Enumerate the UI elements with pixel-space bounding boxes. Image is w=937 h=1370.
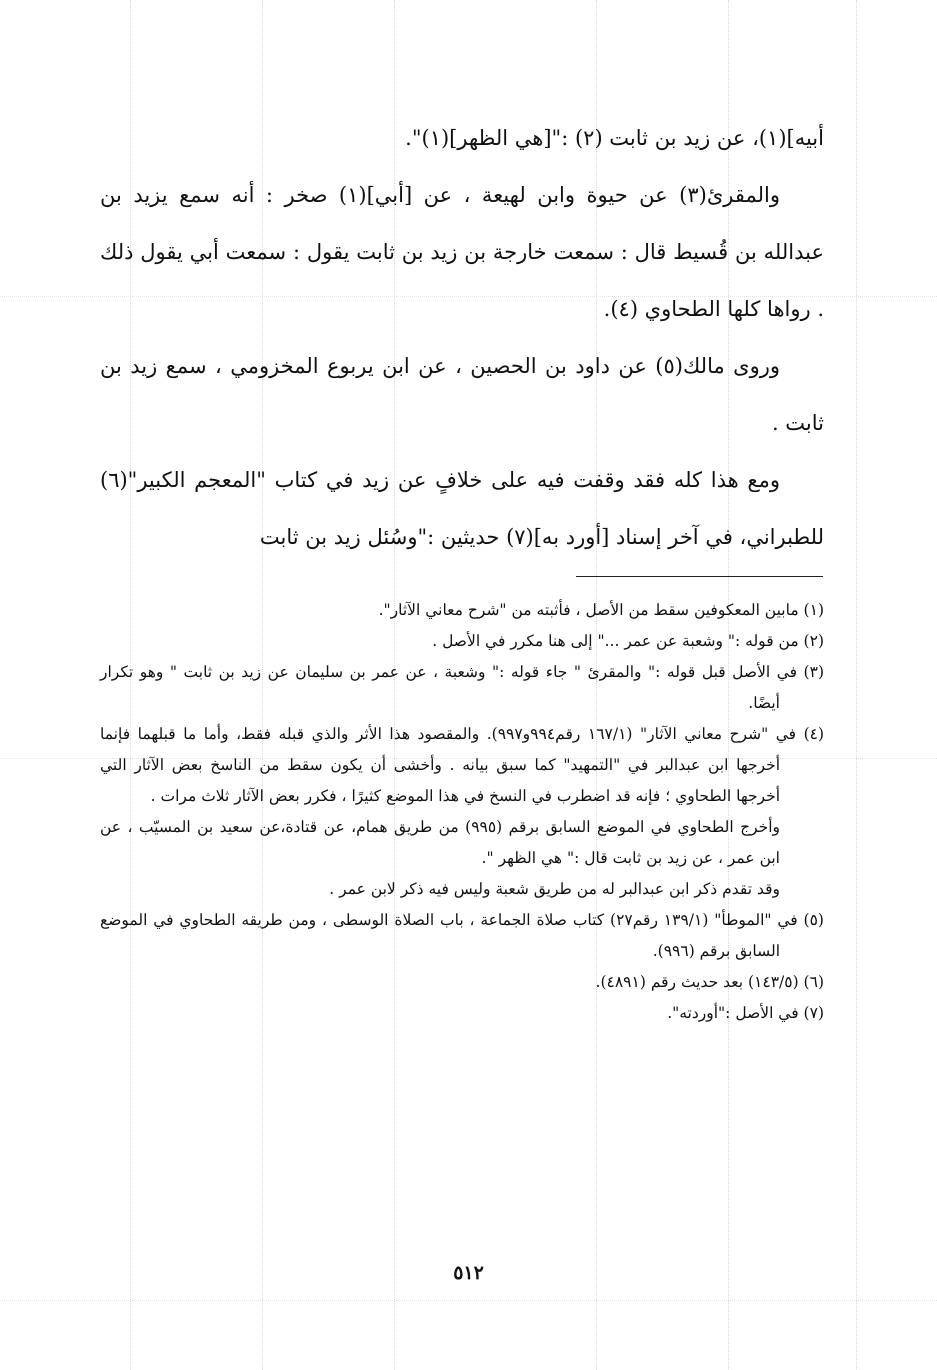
scan-grid-line — [856, 0, 857, 1370]
footnote-4: (٤) في "شرح معاني الآثار" (١٦٧/١ رقم٩٩٤و٩٩٧). والمقصود هذا الأثر والذي قبله فقط، وأما ما قبلهما فإنما أخرجها ابن عبدالبر في "التمهيد" كما سبق بيانه . وأخشى أن يكون سقط من الناسخ بعض الآثار التي أخرجها الطحاوي ؛ فإنه قد اضطرب في النسخ في هذا الموضع كثيرًا ، فكرر بعض الآثار ثلاث مرات . — [100, 725, 825, 805]
paragraph-3: وروى مالك(٥) عن داود بن الحصين ، عن ابن يربوع المخزومي ، سمع زيد بن ثابت . — [100, 354, 824, 435]
footnote-2: (٢) من قوله :" وشعبة عن عمر ..." إلى هنا مكرر في الأصل . — [432, 632, 824, 650]
main-text — [100, 110, 824, 566]
paragraph-2: والمقرئ(٣) عن حيوة وابن لهيعة ، عن [أبي](١) صخر : أنه سمع يزيد بن عبدالله بن قُسيط قال : سمعت خارجة بن زيد بن ثابت يقول : سمعت أبي يقول ذلك . رواها كلها الطحاوي (٤). — [100, 183, 824, 321]
scan-grid-line — [0, 1300, 937, 1301]
footnote-4-continuation: وقد تقدم ذكر ابن عبدالبر له من طريق شعبة وليس فيه ذكر لابن عمر . — [329, 880, 780, 898]
footnote-6: (٦) (١٤٣/٥) بعد حديث رقم (٤٨٩١). — [595, 973, 824, 991]
footnote-4-continuation: وأخرج الطحاوي في الموضع السابق برقم (٩٩٥) من طريق همام، عن قتادة،عن سعيد بن المسيّب ، عن ابن عمر ، عن زيد بن ثابت قال :" هي الظهر ". — [100, 818, 781, 867]
footnote-3: (٣) في الأصل قبل قوله :" والمقرئ " جاء قوله :" وشعبة ، عن عمر بن سليمان عن زيد بن ثابت " وهو تكرار أيضًا. — [100, 663, 824, 712]
footnote-1: (١) مابين المعكوفين سقط من الأصل ، فأثبته من "شرح معاني الآثار". — [378, 601, 824, 619]
footnotes — [100, 595, 824, 1029]
footnote-separator — [576, 576, 823, 577]
page-number: ٥١٢ — [453, 1262, 484, 1284]
paragraph-1: أبيه](١)، عن زيد بن ثابت (٢) :"[هي الظهر](١)". — [405, 126, 824, 150]
paragraph-4: ومع هذا كله فقد وقفت فيه على خلافٍ عن زيد في كتاب "المعجم الكبير"(٦) للطبراني، في آخر إسناد [أورد به](٧) حديثين :"وسُئل زيد بن ثابت — [100, 468, 824, 549]
footnote-7: (٧) في الأصل :"أوردته". — [667, 1004, 824, 1022]
footnote-5: (٥) في "الموطأ" (١٣٩/١ رقم٢٧) كتاب صلاة الجماعة ، باب الصلاة الوسطى ، ومن طريقه الطحاوي في الموضع السابق برقم (٩٩٦). — [100, 911, 824, 960]
